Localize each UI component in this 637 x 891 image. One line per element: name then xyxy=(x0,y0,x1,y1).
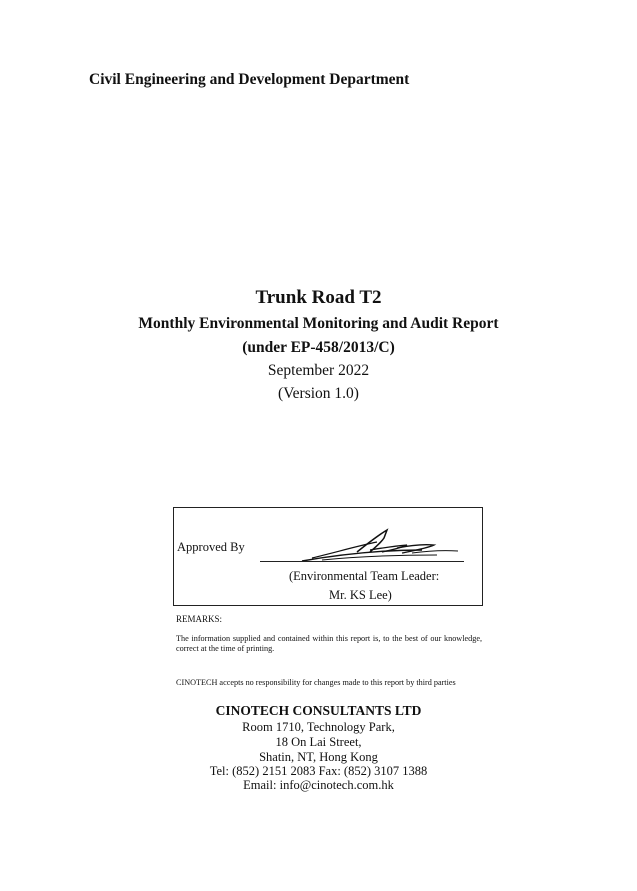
company-address-line1: Room 1710, Technology Park, xyxy=(242,720,395,734)
report-title: Trunk Road T2 xyxy=(255,287,382,308)
signature-line xyxy=(260,561,464,562)
company-name: CINOTECH CONSULTANTS LTD xyxy=(215,703,422,718)
department-name: Civil Engineering and Development Department xyxy=(89,71,410,88)
company-email: Email: info@cinotech.com.hk xyxy=(243,778,394,792)
report-date: September 2022 xyxy=(267,362,370,379)
remarks-text: The information supplied and contained within this report is, to the best of our knowledge, correct at the time of printing. xyxy=(176,634,482,653)
remarks-heading: REMARKS: xyxy=(176,614,223,624)
approved-by-label: Approved By xyxy=(177,540,245,554)
disclaimer-text: CINOTECH accepts no responsibility for changes made to this report by third parties xyxy=(176,678,456,687)
report-subtitle: Monthly Environmental Monitoring and Audit Report xyxy=(138,315,499,332)
company-address-line2: 18 On Lai Street, xyxy=(275,735,362,749)
approval-box xyxy=(173,507,483,606)
company-address-line3: Shatin, NT, Hong Kong xyxy=(259,750,378,764)
report-version: (Version 1.0) xyxy=(278,385,359,402)
company-phone-fax: Tel: (852) 2151 2083 Fax: (852) 3107 1388 xyxy=(209,764,428,778)
signature-image xyxy=(262,524,472,564)
approver-name: Mr. KS Lee) xyxy=(329,588,392,602)
permit-number: (under EP-458/2013/C) xyxy=(242,339,395,356)
approver-role: (Environmental Team Leader: xyxy=(289,569,440,583)
